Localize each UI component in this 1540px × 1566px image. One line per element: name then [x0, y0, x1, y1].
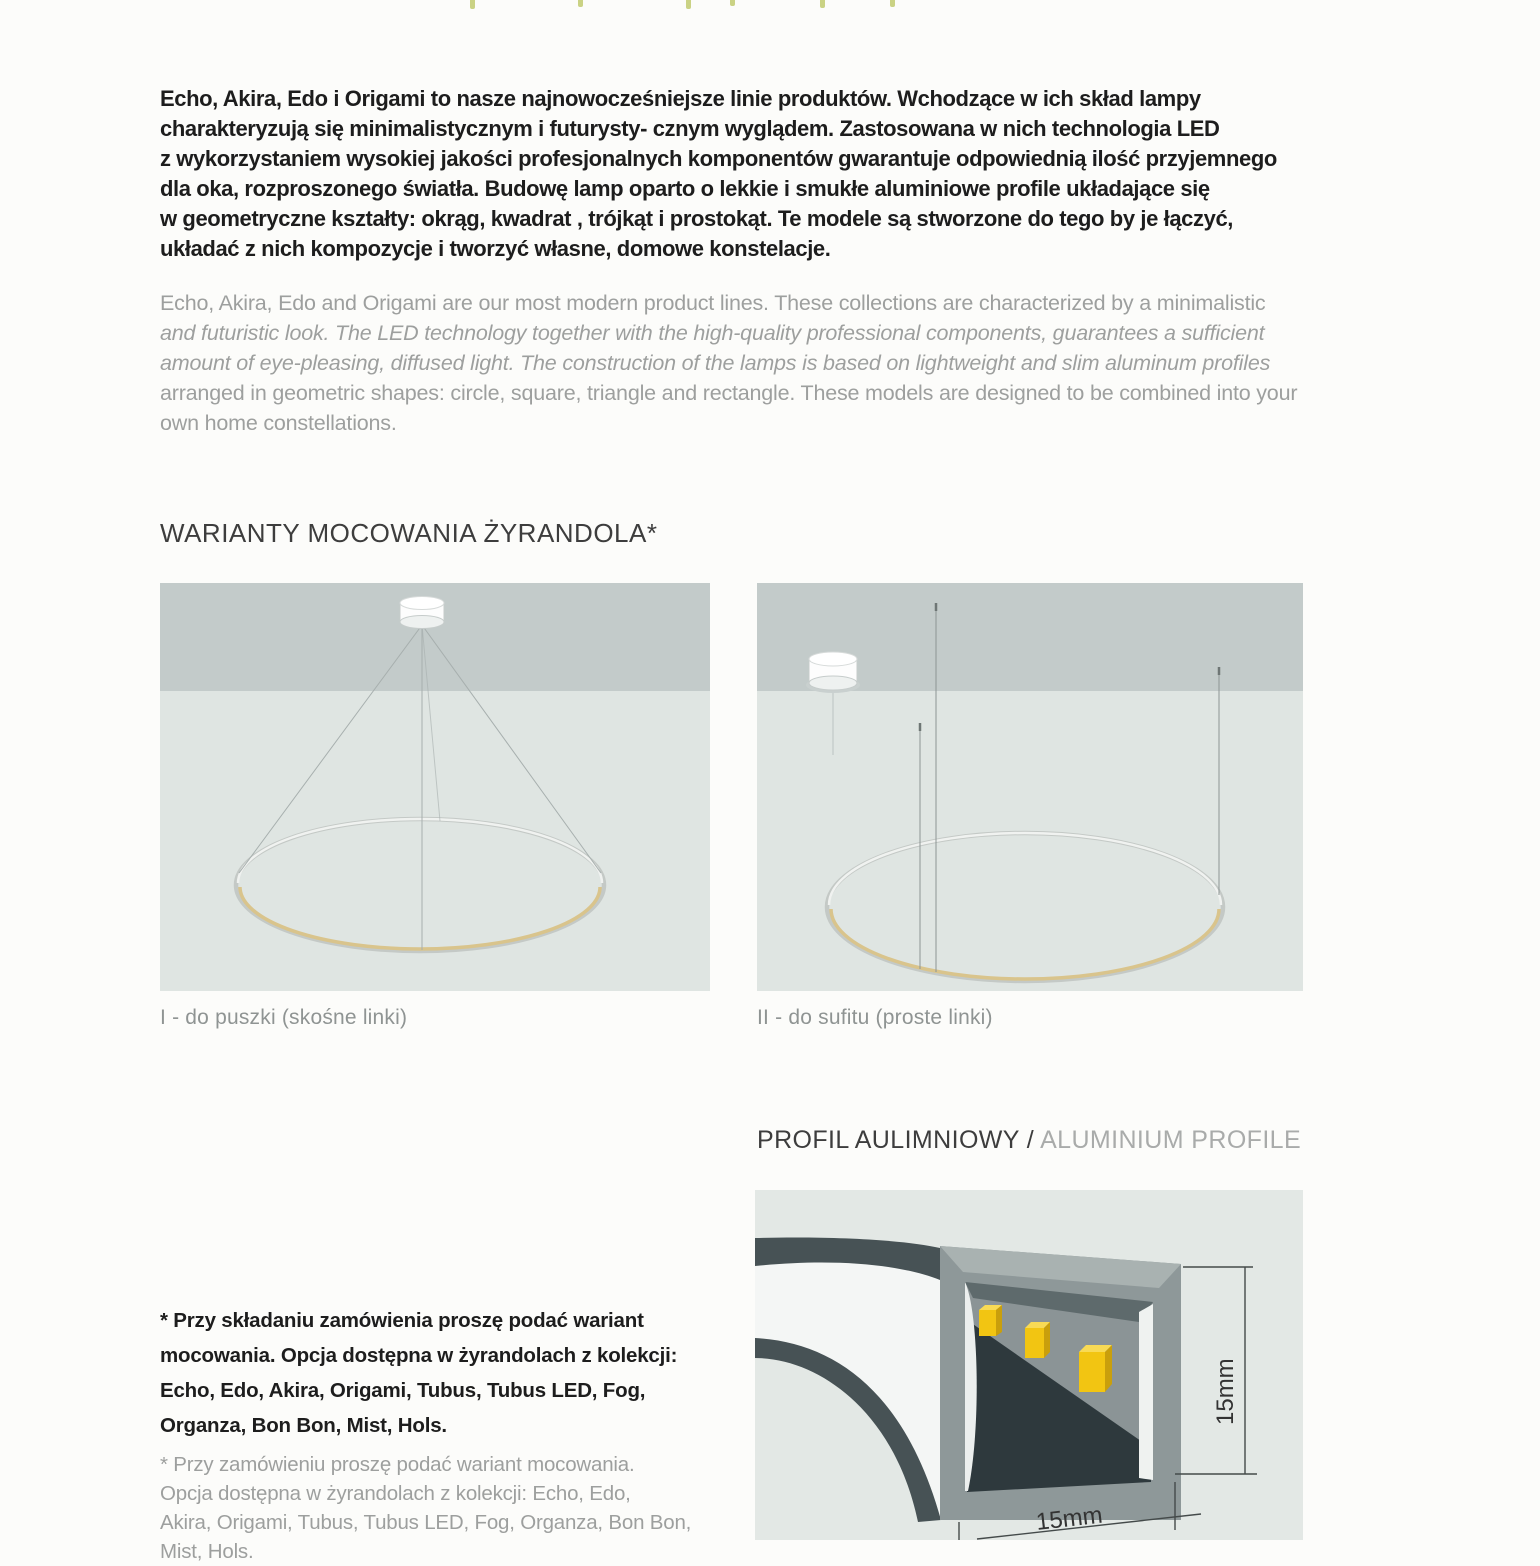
mounting-variant-2-illustration — [757, 583, 1303, 991]
intro-pl-line: dla oka, rozproszonego światła. Budowę lamp oparto o lekkie i smukłe aluminiowe profile układające się — [160, 176, 1210, 201]
order-note-line: Mist, Hols. — [160, 1540, 254, 1563]
intro-en-line: and futuristic look. The LED technology together with the high-quality professional components, guarantees a sufficient — [160, 321, 1265, 345]
order-note-gray — [160, 1450, 691, 1566]
intro-paragraph-english — [160, 288, 1297, 438]
mounting-variant-1-illustration — [160, 583, 710, 991]
intro-pl-line: układać z nich kompozycje i tworzyć własne, domowe konstelacje. — [160, 236, 831, 261]
order-note-line: * Przy składaniu zamówienia proszę podać wariant — [160, 1309, 644, 1332]
intro-en-line: arranged in geometric shapes: circle, square, triangle and rectangle. These models are designed to be combined into your — [160, 381, 1298, 405]
profile-cross-section — [940, 1246, 1181, 1520]
aluminium-profile-illustration — [755, 1190, 1303, 1540]
aluminium-profile-drawing — [755, 1190, 1303, 1540]
variant-1-caption: I - do puszki (skośne linki) — [160, 1006, 408, 1029]
order-note-line: Opcja dostępna w żyrandolach z kolekcji: Echo, Edo, — [160, 1482, 631, 1505]
pendant-ring-slanted-wires-drawing — [160, 583, 710, 991]
intro-pl-line: Echo, Akira, Edo i Origami to nasze najnowocześniejsze linie produktów. Wchodzące w ich skład lampy — [160, 86, 1201, 111]
ceiling-canopy — [400, 597, 444, 629]
pendant-ring-straight-wires-drawing — [757, 583, 1303, 991]
cropped-text-fragment — [730, 0, 735, 6]
cropped-text-fragment — [820, 0, 825, 8]
order-note-line: * Przy zamówieniu proszę podać wariant mocowania. — [160, 1453, 635, 1476]
order-note-line: Akira, Origami, Tubus, Tubus LED, Fog, Organza, Bon Bon, — [160, 1511, 692, 1534]
intro-pl-line: w geometryczne kształty: okrąg, kwadrat , trójkąt i prostokąt. Te modele są stworzone do tego by je łączyć, — [160, 206, 1233, 231]
cropped-text-fragment — [578, 0, 583, 7]
width-dimension-label: 15mm — [1034, 1501, 1104, 1536]
mounting-variants-heading: WARIANTY MOCOWANIA ŻYRANDOLA* — [160, 518, 658, 548]
ceiling-canopy — [806, 652, 860, 693]
order-note-line: Organza, Bon Bon, Mist, Hols. — [160, 1414, 447, 1437]
order-note-line: mocowania. Opcja dostępna w żyrandolach z kolekcji: — [160, 1344, 678, 1367]
cropped-text-fragment — [890, 0, 895, 7]
profile-heading — [757, 1126, 1301, 1155]
intro-paragraph-polish — [160, 84, 1277, 264]
intro-en-line: Echo, Akira, Edo and Origami are our most modern product lines. These collections are characterized by a minimalistic — [160, 291, 1266, 315]
cropped-text-fragment — [470, 0, 475, 9]
intro-pl-line: z wykorzystaniem wysokiej jakości profesjonalnych komponentów gwarantuje odpowiednią ilość przyjemnego — [160, 146, 1277, 171]
variant-2-caption: II - do sufitu (proste linki) — [757, 1006, 993, 1029]
order-note-polish-bold — [160, 1303, 677, 1443]
intro-en-line: own home constellations. — [160, 411, 397, 435]
profile-heading-pl: PROFIL AULIMNIOWY / — [757, 1126, 1041, 1154]
intro-pl-line: charakteryzują się minimalistycznym i futurysty- cznym wyglądem. Zastosowana w nich technologia LED — [160, 116, 1220, 141]
profile-heading-en: ALUMINIUM PROFILE — [1040, 1126, 1302, 1154]
height-dimension-label: 15mm — [1212, 1358, 1239, 1425]
intro-en-line: amount of eye-pleasing, diffused light. The construction of the lamps is based on lightweight and slim aluminum profiles — [160, 351, 1271, 375]
cropped-text-fragment — [686, 0, 691, 9]
order-note-line: Echo, Edo, Akira, Origami, Tubus, Tubus LED, Fog, — [160, 1379, 646, 1402]
